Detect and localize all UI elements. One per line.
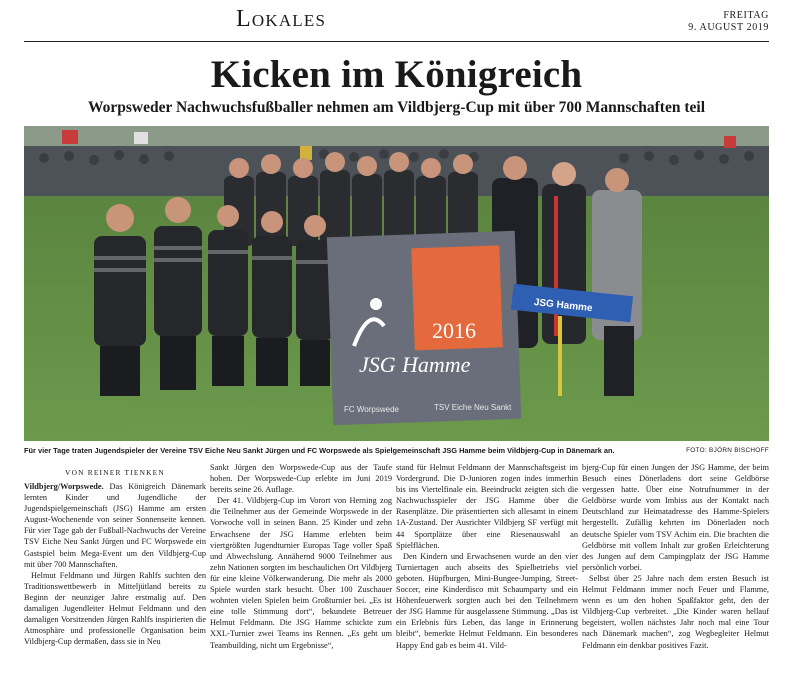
sign-label: JSG Hamme xyxy=(533,297,594,315)
issue-date: 9. AUGUST 2019 xyxy=(688,22,769,33)
article-column-2 xyxy=(210,462,392,687)
article-column-1 xyxy=(24,481,206,687)
photo-caption: Für vier Tage traten Jugendspieler der Vereine TSV Eiche Neu Sankt Jürgen und FC Worpswede als Spielgemeinschaft JSG Hamme beim Vildbjerg-Cup in Dänemark an. xyxy=(24,446,615,455)
banner-year: 2016 xyxy=(432,318,476,343)
team-banner xyxy=(327,231,521,425)
article-headline: Kicken im Königreich xyxy=(210,53,583,96)
paragraph: Helmut Feldmann und Jürgen Rahlfs suchten den Traditionswettbewerb in Mitteljütland bereits zu Beginn der neunziger Jahre erstmalig auf. Den damaligen Jugendleiter Helmut Feldmann und den damaligen Vorsitzenden Jürgen Rahlfs inspirierten die Atmosphäre und professionelle Organisation beim Vildbjerg-Cup dermaßen, dass sie in Neu xyxy=(24,570,206,647)
article-column-4 xyxy=(582,462,769,687)
banner-text-hamme: Hamme xyxy=(402,352,471,377)
paragraph: stand für Helmut Feldmann der Mannschaftsgeist im Vordergrund. Die D-Junioren zogen indes immerhin bis ins Viertelfinale ein. Beeindruckt zeigten sich die Nachwuchsspieler der JSG Hamme über die Rasenplätze. Die präsentierten sich allesamt in einem 1A-Zustand. Der Ausrichter Vildbjerg SF verfügt mit 44 Sportplätze über eine Riesenauswahl an Spielflächen. xyxy=(396,463,578,550)
paragraph: Den Kindern und Erwachsenen wurde an den vier Turniertagen auch abseits des Spielbetriebs viel geboten. Hüpfburgen, Mini-Bungee-Jumping, Street-Soccer, eine Kinderdisco mit Schaumparty und ein Höhenfeuerwerk sorgten auch bei den Teilnehmern der JSG Hamme für ausgelassene Stimmung. „Das ist ein Erlebnis fürs Leben, das lange in Erinnerung bleibt“, bemerkte Helmut Feldmann. Ein besonderes Happy End gab es beim 41. Vild- xyxy=(396,551,578,650)
paragraph: bjerg-Cup für einen Jungen der JSG Hamme, der beim Besuch eines Dönerladens dort seine Geldbörse vergessen hatte. Über eine Notrufnummer in der Geldbörse wurde vom Imbiss aus der Kontakt nach Deutschland zur Heimatadresse des Hamme-Spielers hergestellt. Zufällig kehrten im Dönerladen noch deutsche Spieler vom TSV Achim ein. Die brachten die Geldbörse mit vollem Inhalt zur großen Erleichterung des Jungen auf dem Campingplatz der JSG Hamme persönlich vorbei. xyxy=(582,463,769,572)
paragraph: Der 41. Vildbjerg-Cup im Vorort von Herning zog die Teilnehmer aus der Gemeinde Worpswede in der Vorwoche voll in seinen Bann. 25 Kinder und zehn Erwachsene der JSG Hamme erlebten beim viertgrößten Jugendturnier Europas Tage voller Spaß und Abwechslung. Annähernd 9000 Teilnehmer aus zehn Nationen sorgten im beschaulichen Ort Vildbjerg für eine kleine Völkerwanderung. Die mehr als 2000 Spiele wurden stark besucht. Über 100 Zuschauer wohnten vielen Spielen beim Großturnier bei. „Es ist eine tolle Stimmung dort“, bekundete Betreuer Helmut Feldmann. Die JSG Hamme schickte zum XXL-Turnier zwei Teams ins Rennen. „Es geht um Teambuilding, nicht um Ergebnisse“, xyxy=(210,496,392,650)
page-header xyxy=(24,6,769,36)
paragraph xyxy=(24,481,206,570)
team-photo xyxy=(24,126,769,441)
byline: VON REINER TIENKEN xyxy=(65,468,165,477)
photo-credit: FOTO: BJÖRN BISCHOFF xyxy=(686,447,769,454)
article-column-3 xyxy=(396,462,578,687)
article-subhead: Worpsweder Nachwuchsfußballer nehmen am Vildbjerg-Cup mit über 700 Mannschaften teil xyxy=(87,99,705,116)
dateline: Vildbjerg/Worpswede. xyxy=(24,482,104,491)
banner-footer-left: FC Worpswede xyxy=(344,405,399,414)
paragraph-text: Das Königreich Dänemark lernten Kinder und Jugendliche der Jugendspielgemeinschaft (JSG) Hamme am ersten August-Wochenende von seiner Sonnenseite kennen. Für vier Tage gab der Fußball-Nachwuchs der Vereine TSV Eiche Neu Sankt Jürgen und FC Worpswede ein Gastspiel beim Mega-Event um den Vildbjerg-Cup mit über 700 Mannschaften. xyxy=(24,482,206,569)
header-rule xyxy=(24,41,769,42)
team-photo-illustration xyxy=(24,126,769,441)
issue-weekday: FREITAG xyxy=(723,10,769,21)
banner-footer-right: TSV Eiche Neu Sankt xyxy=(434,403,512,412)
paragraph: Selbst über 25 Jahre nach dem ersten Besuch ist Helmut Feldmann immer noch Feuer und Flamme, wenn es um den hohen Spaßfaktor geht, den der Vildbjerg-Cup verbreitet. „Die Kinder waren hellauf begeistert, wollen nächstes Jahr noch mal eine Tour nach Dänemark machen“, zog Wegbegleiter Helmut Feldmann ein denkbar positives Fazit. xyxy=(582,573,769,650)
banner-text-jsg: JSG xyxy=(359,352,396,377)
section-title: Lokales xyxy=(236,6,327,32)
paragraph: Sankt Jürgen den Worpswede-Cup aus der Taufe hoben. Der Worpswede-Cup erlebte im Juni 2019 bereits seine 26. Auflage. xyxy=(210,463,392,495)
